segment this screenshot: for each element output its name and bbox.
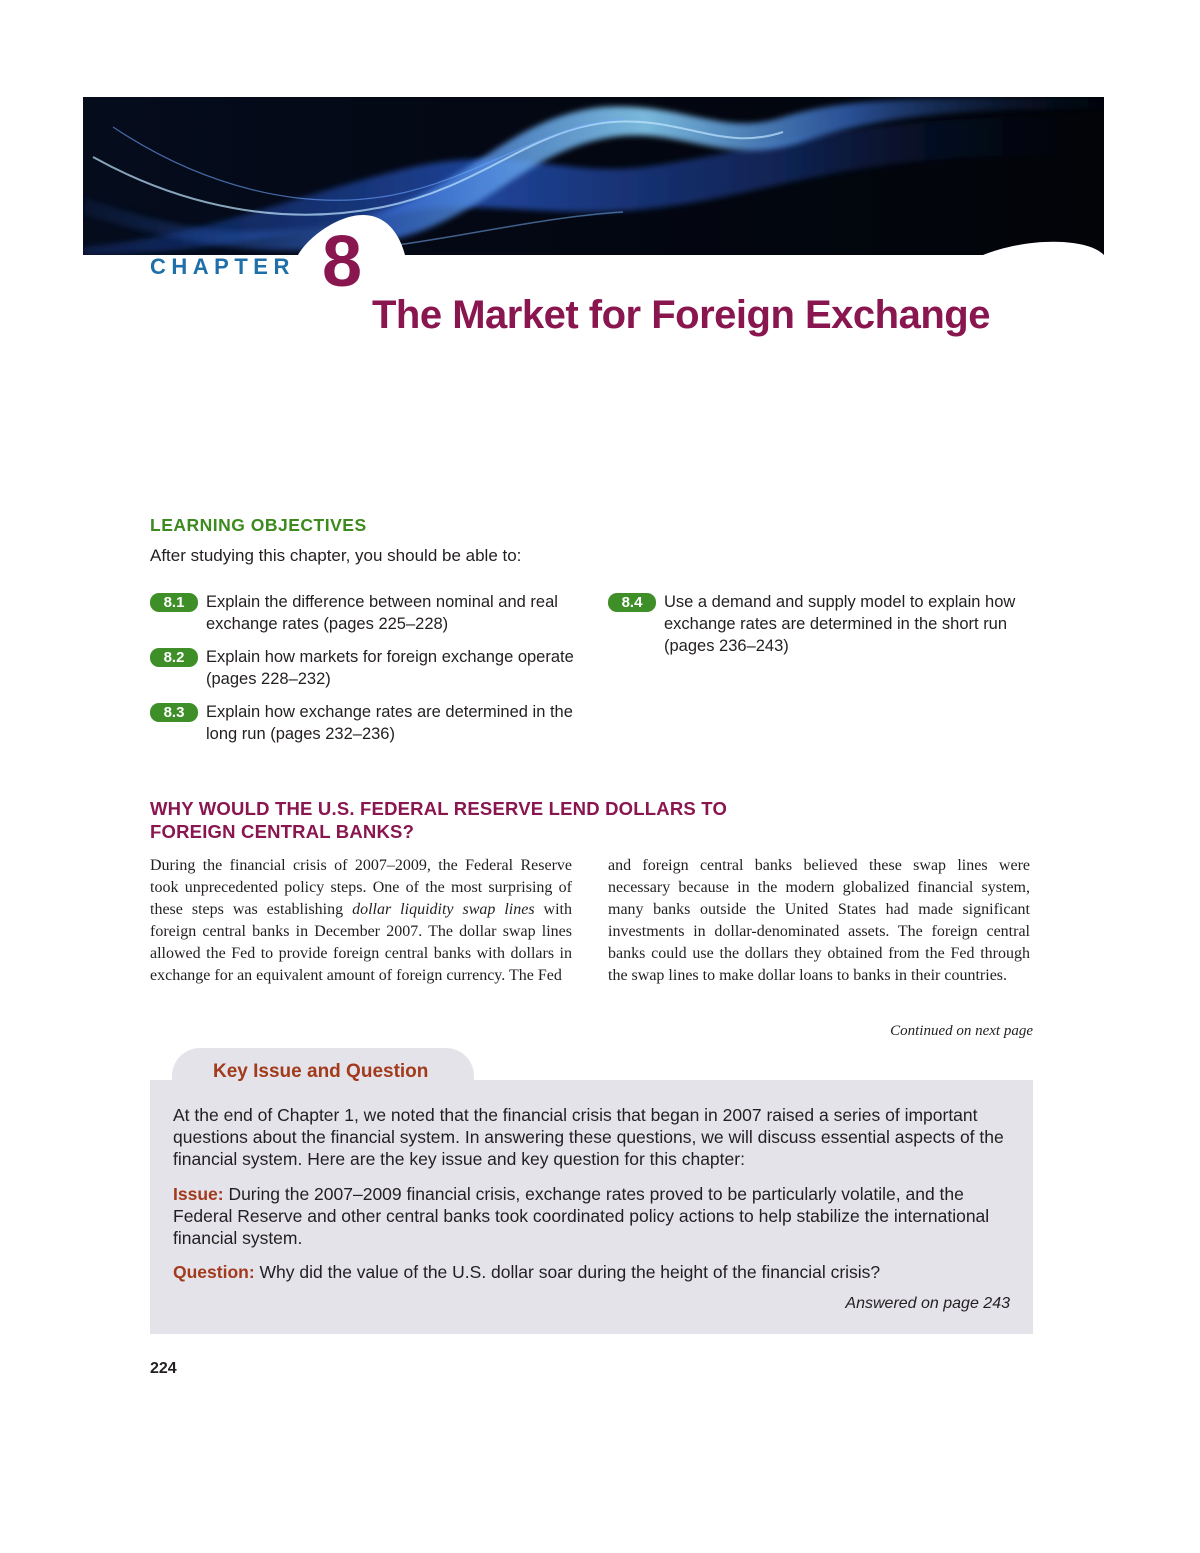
objective-text: Use a demand and supply model to explain how exchange rates are determined in the short run (pages 236–243) [664, 593, 1016, 655]
learning-objectives-intro: After studying this chapter, you should be able to: [150, 546, 522, 565]
feature-heading [150, 797, 850, 843]
continued-note: Continued on next page [890, 1023, 1033, 1039]
objective-text: Explain how exchange rates are determined in the long run (pages 232–236) [206, 703, 573, 743]
answered-on-page: Answered on page 243 [845, 1295, 1010, 1312]
feature-italic-term: dollar liquidity swap lines [352, 901, 535, 918]
learning-objectives-heading: LEARNING OBJECTIVES [150, 515, 367, 535]
feature-heading-line-2: FOREIGN CENTRAL BANKS? [150, 821, 415, 842]
question-text: Why did the value of the U.S. dollar soar during the height of the financial crisis? [254, 1262, 881, 1282]
key-issue-issue [173, 1183, 1013, 1249]
issue-text: During the 2007–2009 financial crisis, exchange rates proved to be particularly volatile, and the Federal Reserve and other central banks took coordinated policy actions to help stabilize the international financial system. [173, 1184, 990, 1248]
chapter-banner-image [83, 97, 1104, 255]
chapter-number: 8 [322, 222, 361, 302]
key-issue-question [173, 1261, 1013, 1283]
chapter-title: The Market for Foreign Exchange [372, 293, 990, 337]
objective-number-badge: 8.4 [608, 593, 656, 612]
objective-number-badge: 8.3 [150, 703, 198, 722]
feature-column-right: and foreign central banks believed these swap lines were necessary because in the modern globalized financial system, many banks outside the United States had made significant investments in dollar-denominated assets. The foreign central banks could use the dollars they obtained from the Fed through the swap lines to make dollar loans to banks in their countries. [608, 857, 1030, 984]
feature-heading-line-1: WHY WOULD THE U.S. FEDERAL RESERVE LEND DOLLARS TO [150, 798, 728, 819]
objective-number-badge: 8.1 [150, 593, 198, 612]
feature-column-left [150, 855, 572, 987]
question-label: Question: [173, 1262, 255, 1282]
key-issue-body: At the end of Chapter 1, we noted that the financial crisis that began in 2007 raised a series of important questions about the financial system. In answering these questions, we will discuss essential aspects of the financial system. Here are the key issue and key question for this chapter: [173, 1105, 1004, 1169]
key-issue-title: Key Issue and Question [213, 1061, 429, 1082]
chapter-label: CHAPTER [150, 254, 295, 279]
feature-text: During the financial crisis of 2007–2009, the Federal Reserve took unprecedented policy steps. One of the most surprising of these steps was establishing [150, 857, 572, 918]
page-number: 224 [150, 1360, 177, 1377]
issue-label: Issue: [173, 1184, 224, 1204]
objective-text: Explain how markets for foreign exchange operate (pages 228–232) [206, 648, 574, 688]
objective-text: Explain the difference between nominal and real exchange rates (pages 225–228) [206, 593, 558, 633]
feature-text: with foreign central banks in December 2007. The dollar swap lines allowed the Fed to provide foreign central banks with dollars in exchange for an equivalent amount of foreign currency. The Fed [150, 901, 572, 984]
objective-number-badge: 8.2 [150, 648, 198, 667]
